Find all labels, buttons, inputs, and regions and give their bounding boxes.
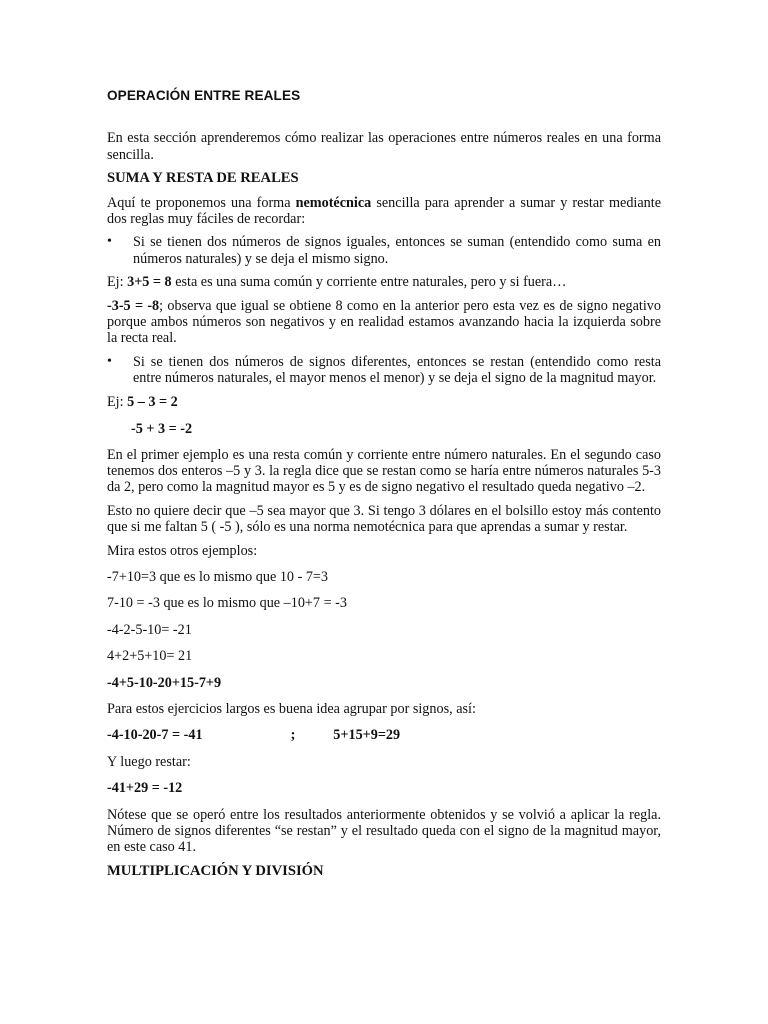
more-examples-intro: Mira estos otros ejemplos: xyxy=(107,542,258,559)
example-line: 7-10 = -3 que es lo mismo que –10+7 = -3 xyxy=(107,595,347,612)
rule-different-signs-text: Si se tienen dos números de signos diferentes, entonces se restan (entendido como resta entre números naturales, el mayor menos el menor) y se deja el signo de la magnitud mayor. xyxy=(133,353,661,387)
example-prefix: Ej: xyxy=(107,393,128,410)
bullet-icon: • xyxy=(107,353,112,369)
long-example xyxy=(107,675,661,691)
long-example-expression: -4+5-10-20+15-7+9 xyxy=(107,674,222,691)
final-result xyxy=(107,780,661,796)
rule-different-signs xyxy=(107,354,661,387)
bullet-icon: • xyxy=(107,234,112,250)
section-heading-multiplicacion-division: MULTIPLICACIÓN Y DIVISIÓN xyxy=(107,862,324,879)
example-subtraction xyxy=(107,394,661,410)
example-line: -7+10=3 que es lo mismo que 10 - 7=3 xyxy=(107,568,329,585)
example-negative-sum xyxy=(107,298,661,347)
explanation-paragraph: En el primer ejemplo es una resta común y corriente entre número naturales. En el segundo caso tenemos dos enteros –5 y 3. la regla dice que se restan como se haría entre números naturales 5-3 da 2, pero como la magnitud mayor es 5 y es de signo negativo el resultado queda negativo –2. xyxy=(107,446,661,496)
document-page xyxy=(107,88,661,887)
example-expression: 3+5 = 8 xyxy=(127,274,172,291)
example-sum-naturals xyxy=(107,274,661,290)
group-separator: ; xyxy=(290,727,296,744)
example-mixed-signs xyxy=(131,421,661,437)
example-comment: esta es una suma común y corriente entre naturales, pero y si fuera… xyxy=(171,274,567,291)
intro-paragraph: En esta sección aprenderemos cómo realizar las operaciones entre números reales en una forma sencilla. xyxy=(107,130,661,163)
final-result-expression: -41+29 = -12 xyxy=(107,780,183,797)
example-expression: 5 – 3 = 2 xyxy=(127,393,178,410)
mnemonic-keyword: nemotécnica xyxy=(295,194,372,211)
then-subtract: Y luego restar: xyxy=(107,753,191,770)
mnemonic-text-after: sencilla para aprender a sumar y restar mediante dos reglas muy fáciles de recordar: xyxy=(107,194,661,228)
example-expression: -5 + 3 = -2 xyxy=(131,421,193,438)
note-paragraph: Esto no quiere decir que –5 sea mayor que 3. Si tengo 3 dólares en el bolsillo estoy más contento que si me faltan 5 ( -5 ), sólo es una norma nemotécnica para que aprendas a sumar y restar. xyxy=(107,502,661,536)
grouping-tip: Para estos ejercicios largos es buena idea agrupar por signos, así: xyxy=(107,700,476,717)
example-expression: -3-5 = -8 xyxy=(107,297,160,314)
negative-group: -4-10-20-7 = -41 xyxy=(107,727,203,744)
closing-paragraph: Nótese que se operó entre los resultados anteriormente obtenidos y se volvió a aplicar la regla. Número de signos diferentes “se restan” y el resultado queda con el signo de la magnitud mayor, en este caso 41. xyxy=(107,806,661,856)
positive-group: 5+15+9=29 xyxy=(333,727,401,744)
page-title: OPERACIÓN ENTRE REALES xyxy=(107,88,301,103)
grouped-sums xyxy=(107,727,661,743)
mnemonic-text-before: Aquí te proponemos una forma xyxy=(107,194,296,211)
example-line: -4-2-5-10= -21 xyxy=(107,621,192,638)
example-comment: ; observa que igual se obtiene 8 como en la anterior pero esta vez es de signo negativo porque ambos números son negativos y en realidad estamos avanzando hacia la izquierda sobre la recta real. xyxy=(107,297,661,347)
mnemonic-paragraph xyxy=(107,195,661,228)
example-prefix: Ej: xyxy=(107,274,128,291)
rule-same-signs-text: Si se tienen dos números de signos iguales, entonces se suman (entendido como suma en números naturales) y se deja el mismo signo. xyxy=(133,234,661,267)
example-line: 4+2+5+10= 21 xyxy=(107,648,193,665)
section-heading-suma-resta: SUMA Y RESTA DE REALES xyxy=(107,170,299,187)
rule-same-signs xyxy=(107,234,661,267)
